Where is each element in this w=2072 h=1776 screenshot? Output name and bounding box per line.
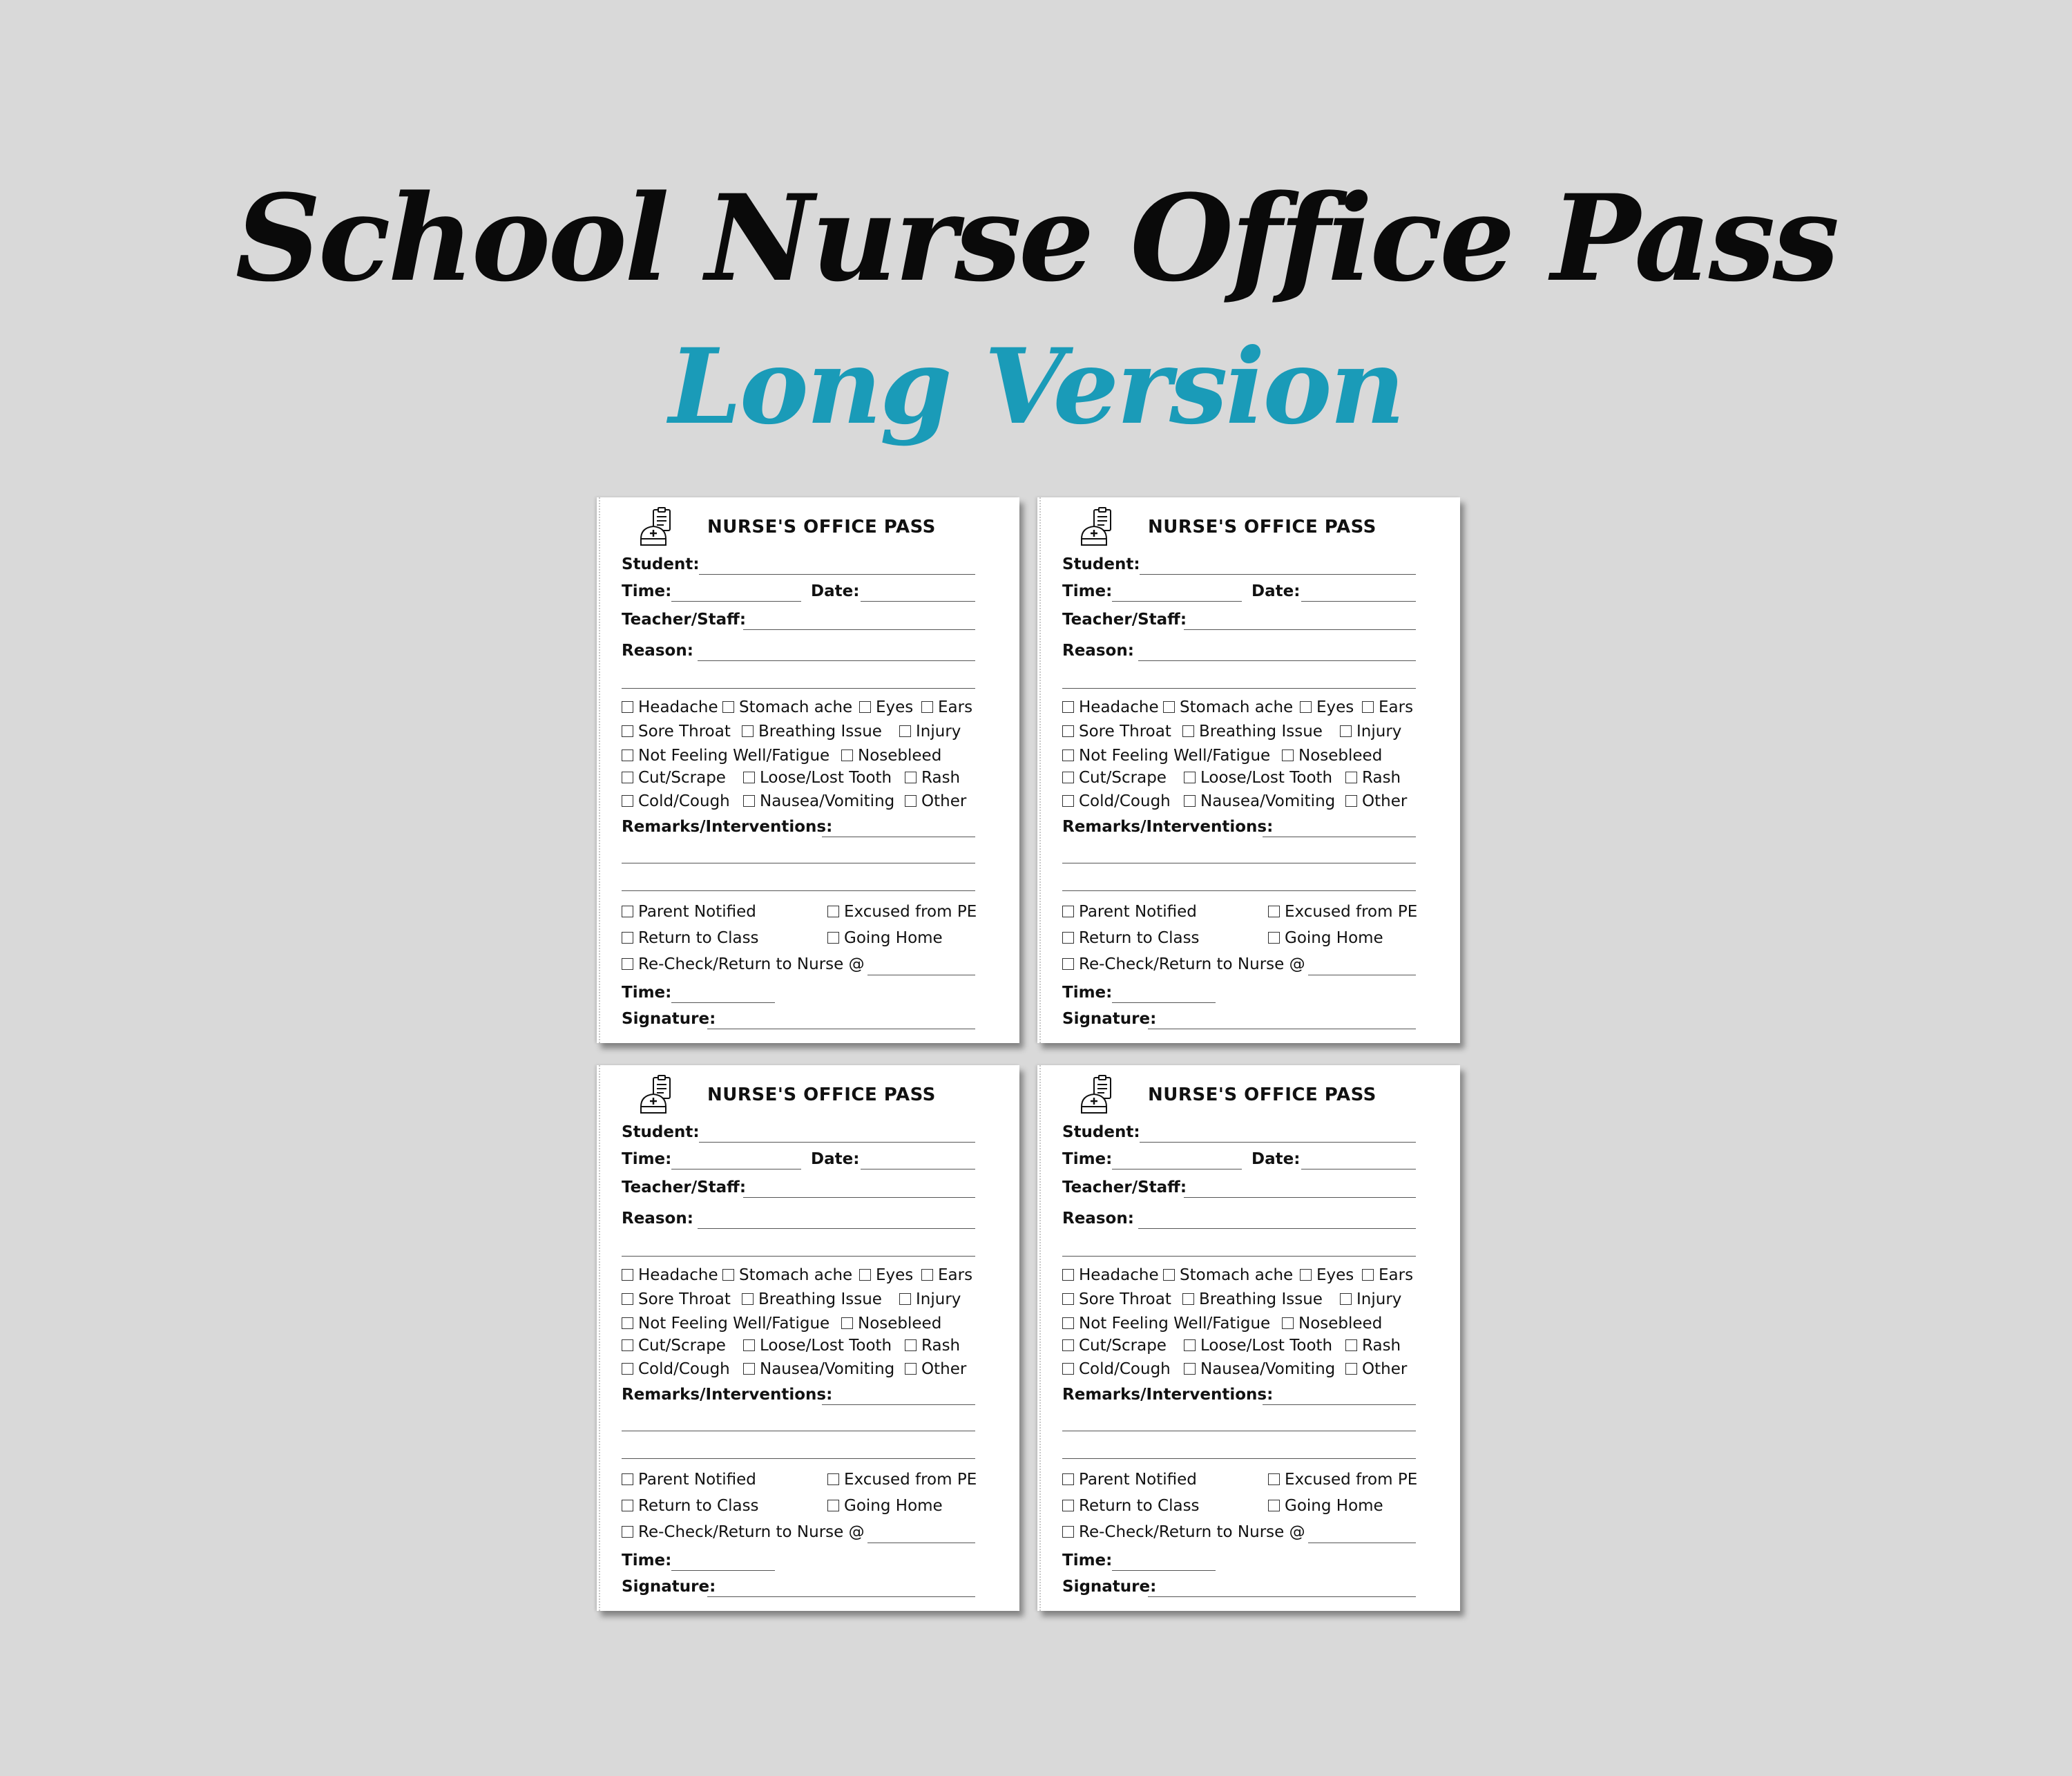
date-label: Date:: [811, 582, 860, 600]
teacher-field[interactable]: [743, 1197, 975, 1198]
checkbox-injury[interactable]: Injury: [1340, 1290, 1401, 1309]
signature-field[interactable]: [707, 1596, 975, 1597]
time-field[interactable]: [671, 601, 801, 602]
perforation-line: [599, 497, 600, 1043]
date-label: Date:: [811, 1150, 860, 1168]
checkbox-ears[interactable]: Ears: [1362, 698, 1413, 717]
pass-header: [1079, 1075, 1452, 1116]
signature-label: Signature:: [1062, 1010, 1157, 1028]
pass-header: [638, 507, 1011, 548]
student-label: Student:: [622, 555, 700, 573]
checkbox-not-feeling-well[interactable]: Not Feeling Well/Fatigue: [1062, 1314, 1270, 1333]
reason-row-2: [622, 668, 975, 689]
checkbox-rash[interactable]: Rash: [1345, 1336, 1401, 1355]
date-field[interactable]: [1301, 601, 1416, 602]
remarks-field[interactable]: [1263, 1404, 1416, 1405]
checkbox-return-class[interactable]: Return to Class: [1062, 1496, 1200, 1516]
remarks-row-2: [1062, 1411, 1416, 1431]
checkbox-return-class[interactable]: Return to Class: [622, 928, 759, 948]
date-label: Date:: [1251, 1150, 1301, 1168]
checkbox-parent-notified[interactable]: Parent Notified: [1062, 1470, 1197, 1489]
checkbox-eyes[interactable]: Eyes: [859, 698, 913, 717]
time-label: Time:: [1062, 582, 1113, 600]
checkbox-going-home[interactable]: Going Home: [1268, 928, 1383, 948]
checkbox-parent-notified[interactable]: Parent Notified: [1062, 902, 1197, 922]
teacher-label: Teacher/Staff:: [1062, 611, 1187, 629]
reason-label: Reason:: [622, 1210, 693, 1228]
checkbox-parent-notified[interactable]: Parent Notified: [622, 902, 756, 922]
time2-label: Time:: [1062, 984, 1113, 1002]
reason-field-2[interactable]: [622, 688, 975, 689]
checkbox-nosebleed[interactable]: Nosebleed: [1282, 746, 1382, 765]
remarks-field-3[interactable]: [1062, 1458, 1416, 1459]
signature-label: Signature:: [1062, 1578, 1157, 1596]
remarks-field-3[interactable]: [622, 1458, 975, 1459]
checkbox-cut-scrape[interactable]: Cut/Scrape: [622, 768, 726, 787]
time-date-row: [622, 1149, 975, 1169]
teacher-label: Teacher/Staff:: [622, 1178, 747, 1196]
student-field[interactable]: [699, 1142, 975, 1143]
checkbox-nausea[interactable]: Nausea/Vomiting: [743, 792, 894, 811]
student-label: Student:: [622, 1123, 700, 1141]
page-title: School Nurse Office Pass: [235, 168, 1837, 308]
reason-row: [622, 1208, 975, 1229]
checkbox-headache[interactable]: Headache: [622, 1266, 718, 1285]
checkbox-going-home[interactable]: Going Home: [827, 928, 943, 948]
time-label: Time:: [622, 1150, 672, 1168]
pass-card-1: [597, 497, 1019, 1043]
nurse-cap-clipboard-icon: [1079, 507, 1117, 548]
reason-row: [622, 640, 975, 661]
checkbox-cut-scrape[interactable]: Cut/Scrape: [622, 1336, 726, 1355]
time2-label: Time:: [622, 1551, 672, 1569]
checkbox-headache[interactable]: Headache: [1062, 1266, 1159, 1285]
checkbox-stomach-ache[interactable]: Stomach ache: [1163, 1266, 1293, 1285]
checkbox-ears[interactable]: Ears: [1362, 1266, 1413, 1285]
checkbox-other[interactable]: Other: [905, 1359, 966, 1379]
checkbox-headache[interactable]: Headache: [622, 698, 718, 717]
teacher-row: [622, 609, 975, 630]
checkbox-cold-cough[interactable]: Cold/Cough: [622, 1359, 730, 1379]
checkbox-sore-throat[interactable]: Sore Throat: [622, 722, 731, 741]
remarks-row: [622, 817, 975, 837]
checkbox-not-feeling-well[interactable]: Not Feeling Well/Fatigue: [622, 746, 829, 765]
checkbox-headache[interactable]: Headache: [1062, 698, 1159, 717]
reason-field[interactable]: [698, 1228, 975, 1229]
checkbox-nosebleed[interactable]: Nosebleed: [841, 1314, 941, 1333]
reason-row: [1062, 1208, 1416, 1229]
perforation-line: [1039, 497, 1041, 1043]
checkbox-going-home[interactable]: Going Home: [1268, 1496, 1383, 1516]
nurse-cap-clipboard-icon: [638, 1075, 677, 1116]
checkbox-return-class[interactable]: Return to Class: [622, 1496, 759, 1516]
remarks-row: [1062, 1384, 1416, 1405]
checkbox-eyes[interactable]: Eyes: [859, 1266, 913, 1285]
checkbox-cold-cough[interactable]: Cold/Cough: [1062, 1359, 1171, 1379]
teacher-row: [622, 1177, 975, 1198]
signature-label: Signature:: [622, 1010, 716, 1028]
checkbox-breathing-issue[interactable]: Breathing Issue: [742, 1290, 882, 1309]
time-date-row: [1062, 581, 1416, 602]
student-row: [1062, 554, 1416, 575]
checkbox-nausea[interactable]: Nausea/Vomiting: [1184, 1359, 1335, 1379]
student-field[interactable]: [1140, 574, 1416, 575]
recheck-row: [1062, 1522, 1416, 1543]
reason-field[interactable]: [698, 660, 975, 661]
time2-row: [1062, 982, 1416, 1003]
checkbox-loose-tooth[interactable]: Loose/Lost Tooth: [743, 1336, 892, 1355]
remarks-row-2: [1062, 843, 1416, 863]
checkbox-sore-throat[interactable]: Sore Throat: [1062, 1290, 1171, 1309]
remarks-row-3: [622, 870, 975, 891]
checkbox-nausea[interactable]: Nausea/Vomiting: [1184, 792, 1335, 811]
remarks-label: Remarks/Interventions:: [622, 818, 833, 836]
student-label: Student:: [1062, 555, 1140, 573]
reason-label: Reason:: [1062, 1210, 1134, 1228]
perforation-line: [1039, 1065, 1041, 1611]
checkbox-not-feeling-well[interactable]: Not Feeling Well/Fatigue: [622, 1314, 829, 1333]
checkbox-excused-pe[interactable]: Excused from PE: [827, 902, 977, 922]
remarks-label: Remarks/Interventions:: [1062, 818, 1274, 836]
checkbox-recheck[interactable]: Re-Check/Return to Nurse @: [622, 1522, 865, 1542]
student-row: [622, 554, 975, 575]
checkbox-rash[interactable]: Rash: [905, 768, 960, 787]
remarks-field-3[interactable]: [1062, 890, 1416, 891]
signature-field[interactable]: [1148, 1596, 1416, 1597]
checkbox-loose-tooth[interactable]: Loose/Lost Tooth: [1184, 1336, 1332, 1355]
reason-field[interactable]: [1138, 660, 1416, 661]
remarks-row: [1062, 817, 1416, 837]
checkbox-stomach-ache[interactable]: Stomach ache: [722, 1266, 852, 1285]
remarks-row-3: [1062, 870, 1416, 891]
checkbox-excused-pe[interactable]: Excused from PE: [1268, 902, 1417, 922]
student-field[interactable]: [699, 574, 975, 575]
signature-row: [1062, 1009, 1416, 1029]
remarks-row-2: [622, 1411, 975, 1431]
checkbox-stomach-ache[interactable]: Stomach ache: [722, 698, 852, 717]
signature-row: [622, 1009, 975, 1029]
checkbox-sore-throat[interactable]: Sore Throat: [622, 1290, 731, 1309]
remarks-row: [622, 1384, 975, 1405]
teacher-field[interactable]: [1184, 629, 1416, 630]
checkbox-going-home[interactable]: Going Home: [827, 1496, 943, 1516]
checkbox-eyes[interactable]: Eyes: [1300, 1266, 1354, 1285]
checkbox-recheck[interactable]: Re-Check/Return to Nurse @: [1062, 955, 1305, 974]
pass-title: NURSE'S OFFICE PASS: [1148, 1085, 1376, 1105]
checkbox-excused-pe[interactable]: Excused from PE: [1268, 1470, 1417, 1489]
checkbox-excused-pe[interactable]: Excused from PE: [827, 1470, 977, 1489]
checkbox-cold-cough[interactable]: Cold/Cough: [622, 792, 730, 811]
reason-label: Reason:: [622, 642, 693, 660]
recheck-row: [622, 955, 975, 975]
pass-card-2: [1037, 497, 1460, 1043]
checkbox-recheck[interactable]: Re-Check/Return to Nurse @: [622, 955, 865, 974]
reason-row-2: [1062, 668, 1416, 689]
reason-label: Reason:: [1062, 642, 1134, 660]
reason-field[interactable]: [1138, 1228, 1416, 1229]
time2-row: [622, 1550, 975, 1571]
signature-label: Signature:: [622, 1578, 716, 1596]
date-field[interactable]: [861, 601, 975, 602]
perforation-line: [599, 1065, 600, 1611]
checkbox-nosebleed[interactable]: Nosebleed: [841, 746, 941, 765]
teacher-label: Teacher/Staff:: [1062, 1178, 1187, 1196]
student-label: Student:: [1062, 1123, 1140, 1141]
time-label: Time:: [622, 582, 672, 600]
checkbox-eyes[interactable]: Eyes: [1300, 698, 1354, 717]
checkbox-cold-cough[interactable]: Cold/Cough: [1062, 792, 1171, 811]
checkbox-other[interactable]: Other: [905, 792, 966, 811]
pass-header: [1079, 507, 1452, 548]
checkbox-stomach-ache[interactable]: Stomach ache: [1163, 698, 1293, 717]
remarks-field-3[interactable]: [622, 890, 975, 891]
checkbox-ears[interactable]: Ears: [921, 698, 972, 717]
nurse-cap-clipboard-icon: [1079, 1075, 1117, 1116]
time2-label: Time:: [622, 984, 672, 1002]
recheck-row: [622, 1522, 975, 1543]
time2-field[interactable]: [1112, 1570, 1216, 1571]
page-subtitle: Long Version: [669, 326, 1403, 448]
checkbox-breathing-issue[interactable]: Breathing Issue: [1182, 1290, 1323, 1309]
pass-card-3: [597, 1065, 1019, 1611]
checkbox-breathing-issue[interactable]: Breathing Issue: [742, 722, 882, 741]
time2-field[interactable]: [1112, 1002, 1216, 1003]
remarks-row-3: [1062, 1438, 1416, 1459]
checkbox-breathing-issue[interactable]: Breathing Issue: [1182, 722, 1323, 741]
time-date-row: [1062, 1149, 1416, 1169]
checkbox-injury[interactable]: Injury: [1340, 722, 1401, 741]
teacher-row: [1062, 609, 1416, 630]
remarks-row-2: [622, 843, 975, 863]
reason-row-2: [1062, 1236, 1416, 1257]
checkbox-return-class[interactable]: Return to Class: [1062, 928, 1200, 948]
checkbox-other[interactable]: Other: [1345, 792, 1407, 811]
teacher-field[interactable]: [1184, 1197, 1416, 1198]
date-label: Date:: [1251, 582, 1301, 600]
pass-title: NURSE'S OFFICE PASS: [707, 517, 936, 537]
teacher-row: [1062, 1177, 1416, 1198]
checkbox-cut-scrape[interactable]: Cut/Scrape: [1062, 768, 1167, 787]
nurse-cap-clipboard-icon: [638, 507, 677, 548]
checkbox-sore-throat[interactable]: Sore Throat: [1062, 722, 1171, 741]
remarks-field[interactable]: [822, 1404, 975, 1405]
time2-field[interactable]: [671, 1570, 775, 1571]
signature-row: [622, 1576, 975, 1597]
reason-row-2: [622, 1236, 975, 1257]
reason-row: [1062, 640, 1416, 661]
student-field[interactable]: [1140, 1142, 1416, 1143]
pass-title: NURSE'S OFFICE PASS: [707, 1085, 936, 1105]
checkbox-rash[interactable]: Rash: [1345, 768, 1401, 787]
pass-title: NURSE'S OFFICE PASS: [1148, 517, 1376, 537]
time-field[interactable]: [1112, 601, 1242, 602]
checkbox-rash[interactable]: Rash: [905, 1336, 960, 1355]
time2-field[interactable]: [671, 1002, 775, 1003]
remarks-label: Remarks/Interventions:: [1062, 1386, 1274, 1404]
signature-row: [1062, 1576, 1416, 1597]
checkbox-nausea[interactable]: Nausea/Vomiting: [743, 1359, 894, 1379]
checkbox-loose-tooth[interactable]: Loose/Lost Tooth: [743, 768, 892, 787]
time2-row: [622, 982, 975, 1003]
pass-header: [638, 1075, 1011, 1116]
time-label: Time:: [1062, 1150, 1113, 1168]
student-row: [1062, 1122, 1416, 1143]
recheck-row: [1062, 955, 1416, 975]
pass-card-4: [1037, 1065, 1460, 1611]
time2-label: Time:: [1062, 1551, 1113, 1569]
checkbox-injury[interactable]: Injury: [899, 722, 961, 741]
checkbox-not-feeling-well[interactable]: Not Feeling Well/Fatigue: [1062, 746, 1270, 765]
time2-row: [1062, 1550, 1416, 1571]
checkbox-other[interactable]: Other: [1345, 1359, 1407, 1379]
teacher-label: Teacher/Staff:: [622, 611, 747, 629]
checkbox-parent-notified[interactable]: Parent Notified: [622, 1470, 756, 1489]
remarks-label: Remarks/Interventions:: [622, 1386, 833, 1404]
checkbox-cut-scrape[interactable]: Cut/Scrape: [1062, 1336, 1167, 1355]
reason-field-2[interactable]: [622, 1256, 975, 1257]
student-row: [622, 1122, 975, 1143]
checkbox-loose-tooth[interactable]: Loose/Lost Tooth: [1184, 768, 1332, 787]
reason-field-2[interactable]: [1062, 688, 1416, 689]
checkbox-nosebleed[interactable]: Nosebleed: [1282, 1314, 1382, 1333]
teacher-field[interactable]: [743, 629, 975, 630]
checkbox-recheck[interactable]: Re-Check/Return to Nurse @: [1062, 1522, 1305, 1542]
checkbox-injury[interactable]: Injury: [899, 1290, 961, 1309]
time-date-row: [622, 581, 975, 602]
checkbox-ears[interactable]: Ears: [921, 1266, 972, 1285]
remarks-row-3: [622, 1438, 975, 1459]
reason-field-2[interactable]: [1062, 1256, 1416, 1257]
